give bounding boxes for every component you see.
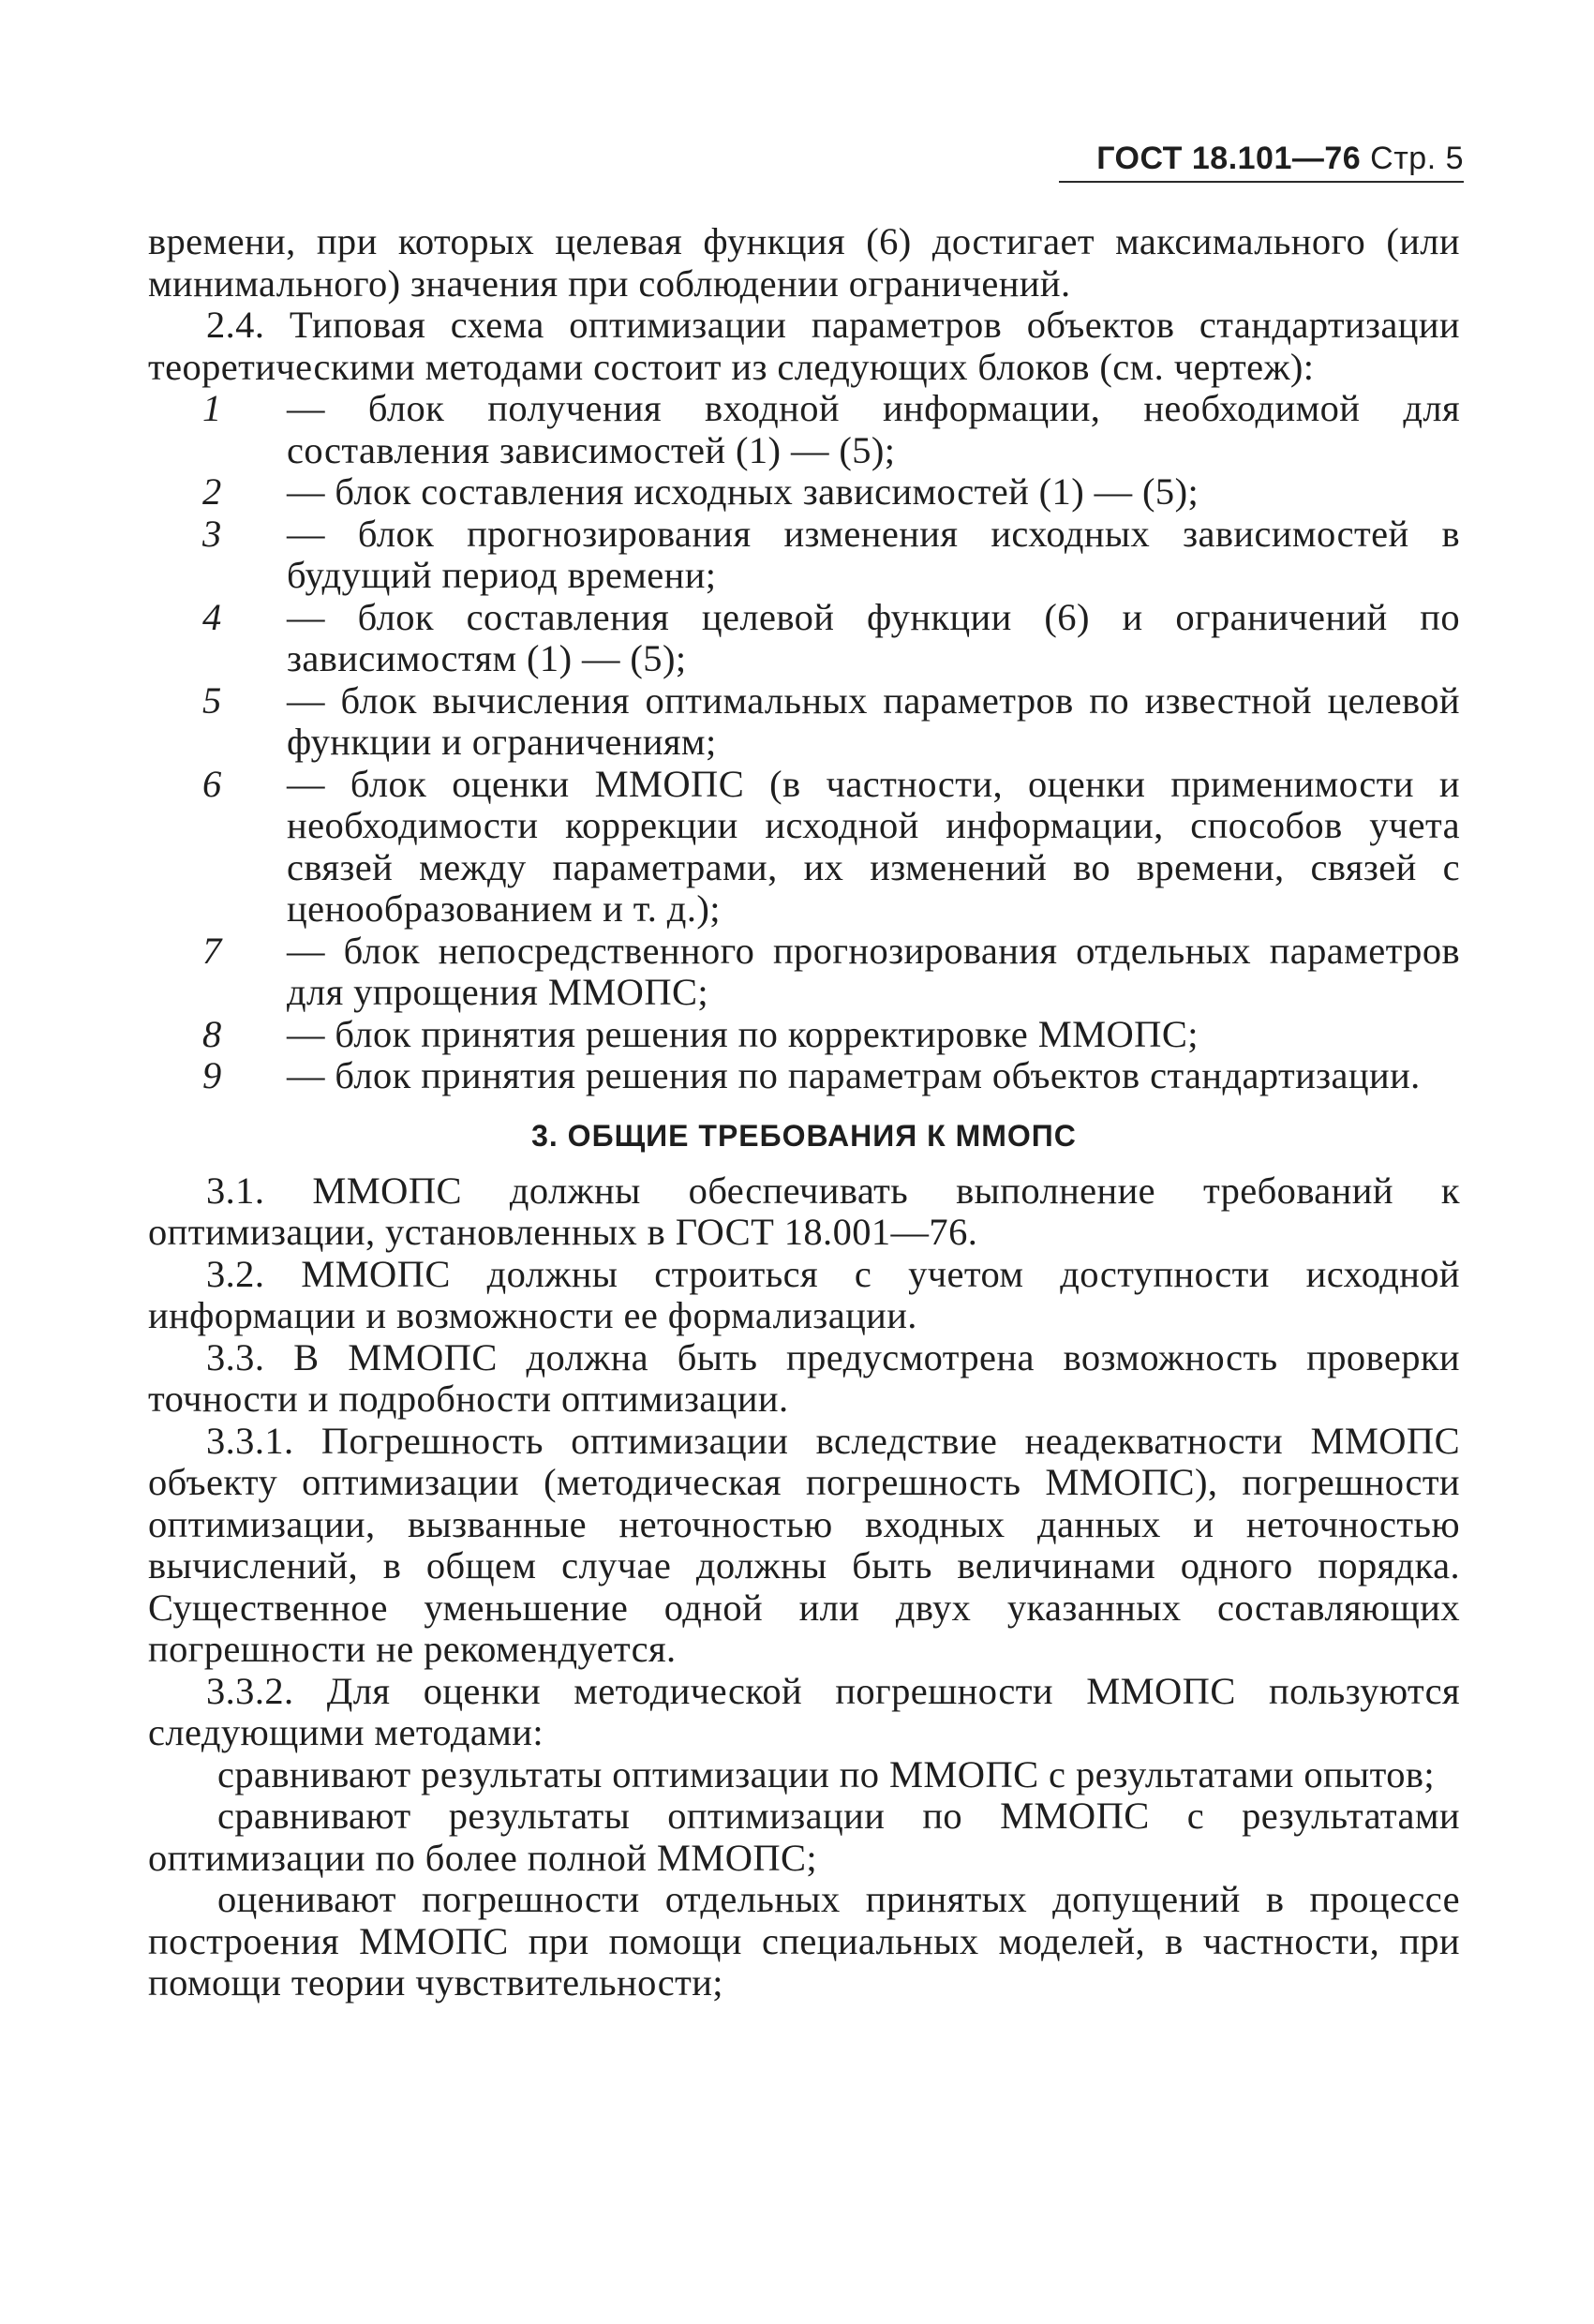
method-item: сравнивают результаты оптимизации по ММОПС с результатами опытов; <box>217 1752 1436 1795</box>
block-item <box>148 388 1460 471</box>
block-item <box>148 1014 1460 1056</box>
block-item <box>148 764 1460 931</box>
block-text: — блок составления целевой функции (6) и ограничений по зависимостям (1) — (5); <box>287 595 1460 679</box>
block-item <box>148 471 1460 514</box>
method-item: сравнивают результаты оптимизации по ММОПС с результатами оптимизации по более полной ММОПС; <box>148 1795 1460 1879</box>
block-text: — блок принятия решения по параметрам объектов стандартизации. <box>287 1054 1421 1096</box>
block-number: 4 <box>202 595 222 638</box>
block-number: 9 <box>202 1054 222 1096</box>
block-text: — блок принятия решения по корректировке ММОПС; <box>287 1012 1199 1055</box>
block-number: 1 <box>202 387 222 429</box>
paragraph-3-3-1: 3.3.1. Погрешность оптимизации вследствие неадекватности ММОПС объекту оптимизации (методическая погрешность ММОПС), погрешности оптимизации, вызванные неточностью входных данных и неточностью вычислений, в общем случае должны быть величинами одного порядка. Существенное уменьшение одной или двух указанных составляющих погрешности не рекомендуется. <box>148 1419 1460 1670</box>
document-body <box>148 221 1460 2004</box>
document-number: ГОСТ 18.101—76 <box>1096 141 1362 176</box>
block-text: — блок прогнозирования изменения исходных зависимостей в будущий период времени; <box>287 512 1460 596</box>
block-text: — блок получения входной информации, необходимой для составления зависимостей (1) — (5); <box>287 387 1460 471</box>
paragraph-3-3-2: 3.3.2. Для оценки методической погрешности ММОПС пользуются следующими методами: <box>148 1669 1460 1753</box>
paragraph-continuation: времени, при которых целевая функция (6) достигает максимального (или минимального) значения при соблюдении ограничений. <box>148 220 1460 305</box>
block-text: — блок оценки ММОПС (в частности, оценки применимости и необходимости коррекции исходной информации, способов учета связей между параметрами, их изменений во времени, связей с ценообразованием и т. д.); <box>287 762 1460 930</box>
block-text: — блок вычисления оптимальных параметров по известной целевой функции и ограничениям; <box>287 678 1460 763</box>
paragraph-3-2: 3.2. ММОПС должны строиться с учетом доступности исходной информации и возможности ее формализации. <box>148 1252 1460 1336</box>
block-item <box>148 931 1460 1014</box>
block-number: 7 <box>202 929 222 972</box>
block-text: — блок составления исходных зависимостей (1) — (5); <box>287 470 1199 513</box>
block-number: 2 <box>202 470 222 513</box>
page-header <box>1059 141 1464 183</box>
paragraph-3-1: 3.1. ММОПС должны обеспечивать выполнение требований к оптимизации, установленных в ГОСТ 18.001—76. <box>148 1169 1460 1253</box>
methods-list <box>148 1754 1460 2004</box>
block-number: 5 <box>202 678 222 722</box>
block-list <box>148 388 1460 1097</box>
section-heading: 3. ОБЩИЕ ТРЕБОВАНИЯ К ММОПС <box>531 1118 1077 1153</box>
block-number: 6 <box>202 762 222 805</box>
method-item: оценивают погрешности отдельных принятых допущений в процессе построения ММОПС при помощи специальных моделей, в частности, при помощи теории чувствительности; <box>148 1878 1460 2004</box>
paragraph-2-4: 2.4. Типовая схема оптимизации параметров объектов стандартизации теоретическими методами состоит из следующих блоков (см. чертеж): <box>148 304 1460 388</box>
block-number: 8 <box>202 1012 222 1055</box>
block-item <box>148 514 1460 597</box>
block-item <box>148 597 1460 680</box>
block-text: — блок непосредственного прогнозирования отдельных параметров для упрощения ММОПС; <box>287 929 1460 1013</box>
page-number: Стр. 5 <box>1370 141 1464 176</box>
block-item <box>148 1055 1460 1097</box>
paragraph-3-3: 3.3. В ММОПС должна быть предусмотрена возможность проверки точности и подробности оптимизации. <box>148 1335 1460 1420</box>
block-item <box>148 680 1460 764</box>
block-number: 3 <box>202 512 222 555</box>
